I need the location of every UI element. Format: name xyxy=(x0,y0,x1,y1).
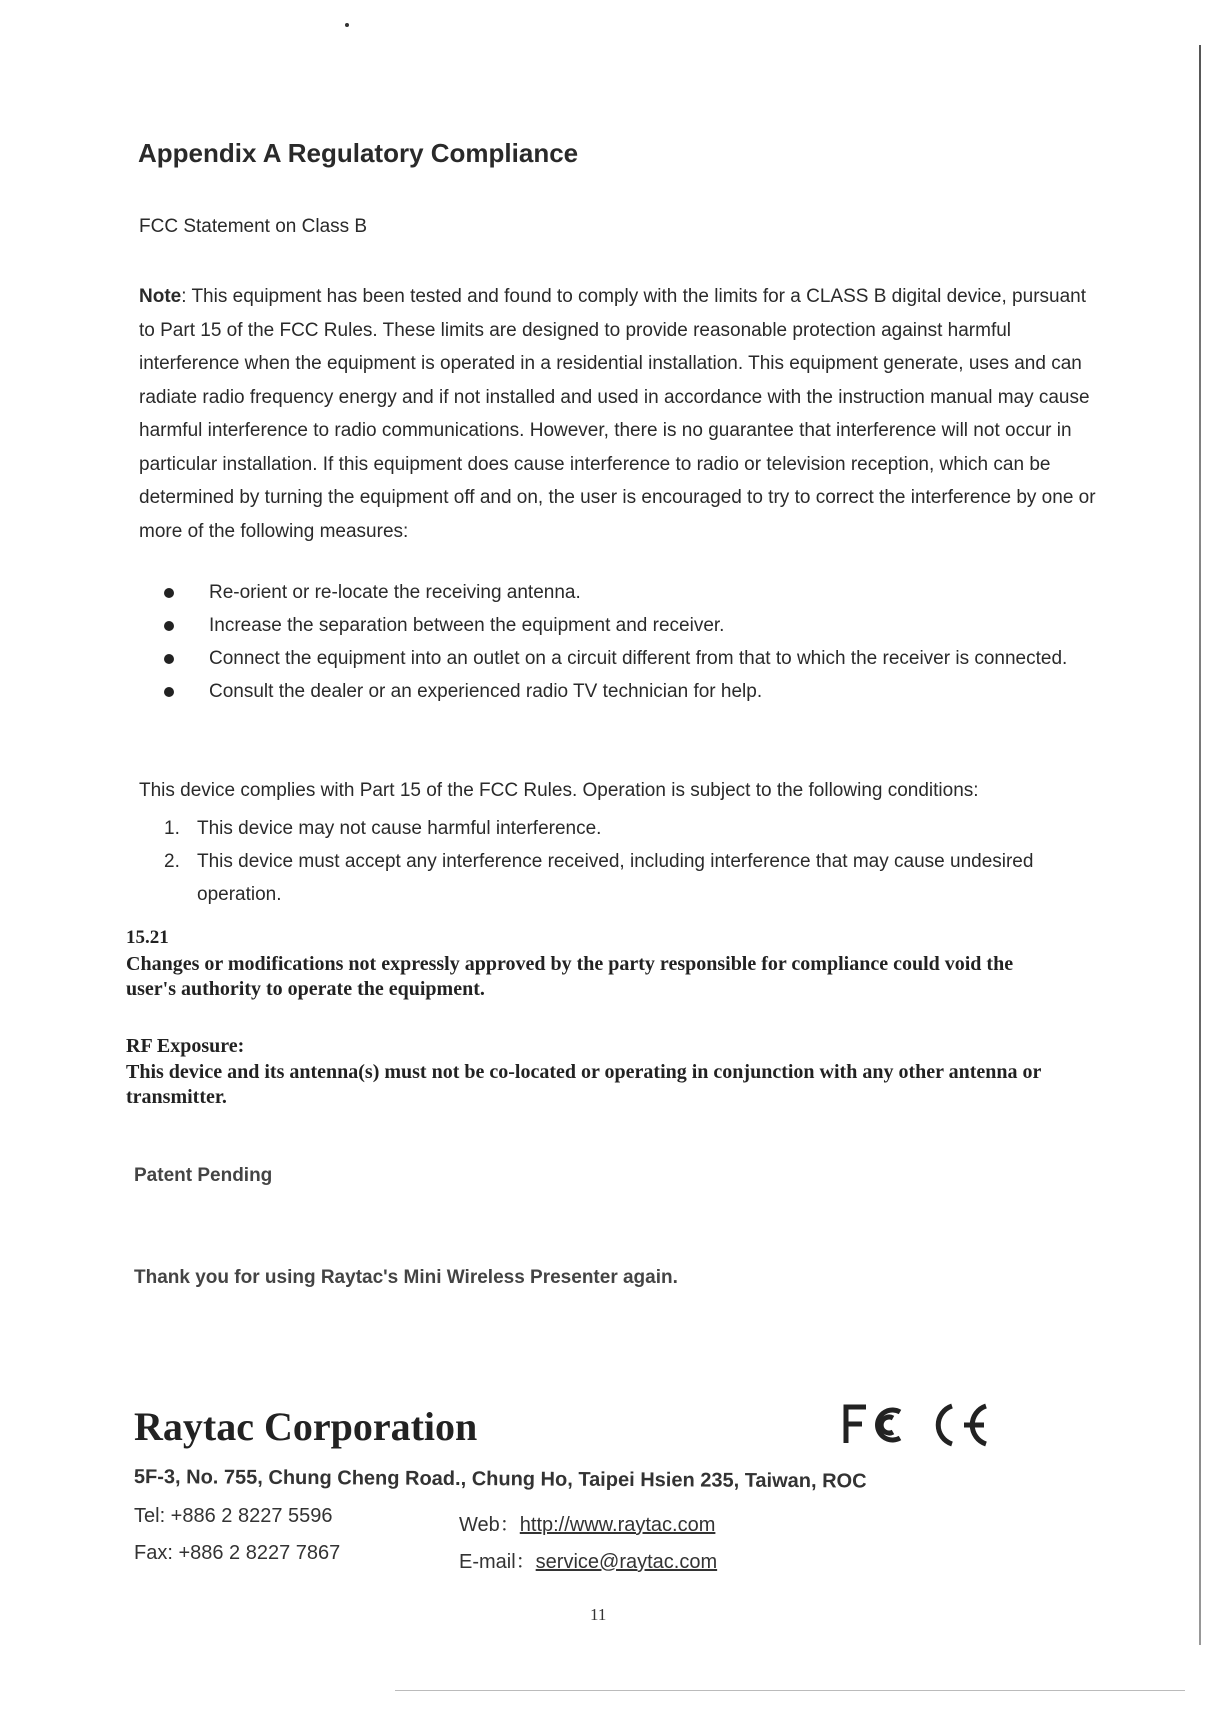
page-number: 11 xyxy=(590,1605,607,1624)
section-text: Changes or modifications not expressly approved by the party responsible for compliance could void the user's authority to operate the equipment. xyxy=(126,953,1014,1000)
conditions-list xyxy=(160,812,1060,911)
company-address: 5F-3, No. 755, Chung Cheng Road., Chung Ho, Taipei Hsien 235, Taiwan, ROC xyxy=(133,1466,867,1493)
certification-logos xyxy=(840,1393,990,1453)
email xyxy=(459,1545,717,1574)
patent-pending: Patent Pending xyxy=(134,1165,273,1186)
fax-number: Fax: +886 2 8227 7867 xyxy=(134,1542,341,1564)
note-text: : This equipment has been tested and found to comply with the limits for a CLASS B digital device, pursuant to Part 15 of the FCC Rules. These limits are designed to provide reasonable protection against harmful interference when the equipment is operated in a residential installation. This equipment generate, uses and can radiate radio frequency energy and if not installed and used in accordance with the instruction manual may cause harmful interference to radio communications. However, there is no guarantee that interference will not occur in particular installation. If this equipment does cause interference to radio or television reception, which can be determined by turning the equipment off and on, the user is encouraged to try to correct the interference by one or more of the following measures: xyxy=(139,286,1096,542)
condition-text: This device must accept any interference received, including interference that may cause undesired operation. xyxy=(197,851,1034,905)
rf-exposure-title: RF Exposure: xyxy=(126,1035,245,1057)
condition-item xyxy=(160,845,1060,911)
page-heading: Appendix A Regulatory Compliance xyxy=(138,138,579,168)
condition-item xyxy=(160,812,1060,845)
website xyxy=(459,1508,715,1537)
measure-item: Consult the dealer or an experienced radio TV technician for help. xyxy=(160,676,1100,708)
condition-number: 2. xyxy=(164,851,180,872)
web-label: Web： xyxy=(459,1514,520,1536)
measure-item: Increase the separation between the equipment and receiver. xyxy=(160,610,1100,642)
measures-list xyxy=(160,577,1100,709)
scan-edge-line xyxy=(1199,45,1201,1645)
email-link[interactable]: service@raytac.com xyxy=(535,1551,718,1573)
fcc-subheading: FCC Statement on Class B xyxy=(139,216,368,237)
website-link[interactable]: http://www.raytac.com xyxy=(519,1514,716,1536)
condition-number: 1. xyxy=(164,818,180,839)
measure-item: Re-orient or re-locate the receiving antenna. xyxy=(160,577,1100,609)
telephone-number: Tel: +886 2 8227 5596 xyxy=(134,1505,333,1527)
fcc-logo-icon xyxy=(846,1407,900,1443)
measure-item: Connect the equipment into an outlet on a circuit different from that to which the receiver is connected. xyxy=(160,643,1100,675)
scan-bottom-line xyxy=(395,1690,1185,1691)
thank-you-note: Thank you for using Raytac's Mini Wireless Presenter again. xyxy=(134,1267,678,1288)
note-label: Note xyxy=(139,286,182,307)
condition-text: This device may not cause harmful interference. xyxy=(197,818,602,839)
email-label: E-mail： xyxy=(459,1551,536,1573)
section-number: 15.21 xyxy=(126,927,169,948)
rf-exposure-text: This device and its antenna(s) must not be co-located or operating in conjunction with any other antenna or transmitter. xyxy=(126,1061,1042,1108)
ce-logo-icon xyxy=(938,1406,986,1444)
company-name: Raytac Corporation xyxy=(134,1404,478,1449)
note-paragraph xyxy=(139,280,1099,548)
scan-speck xyxy=(345,23,349,27)
complies-text: This device complies with Part 15 of the FCC Rules. Operation is subject to the following conditions: xyxy=(139,780,979,801)
